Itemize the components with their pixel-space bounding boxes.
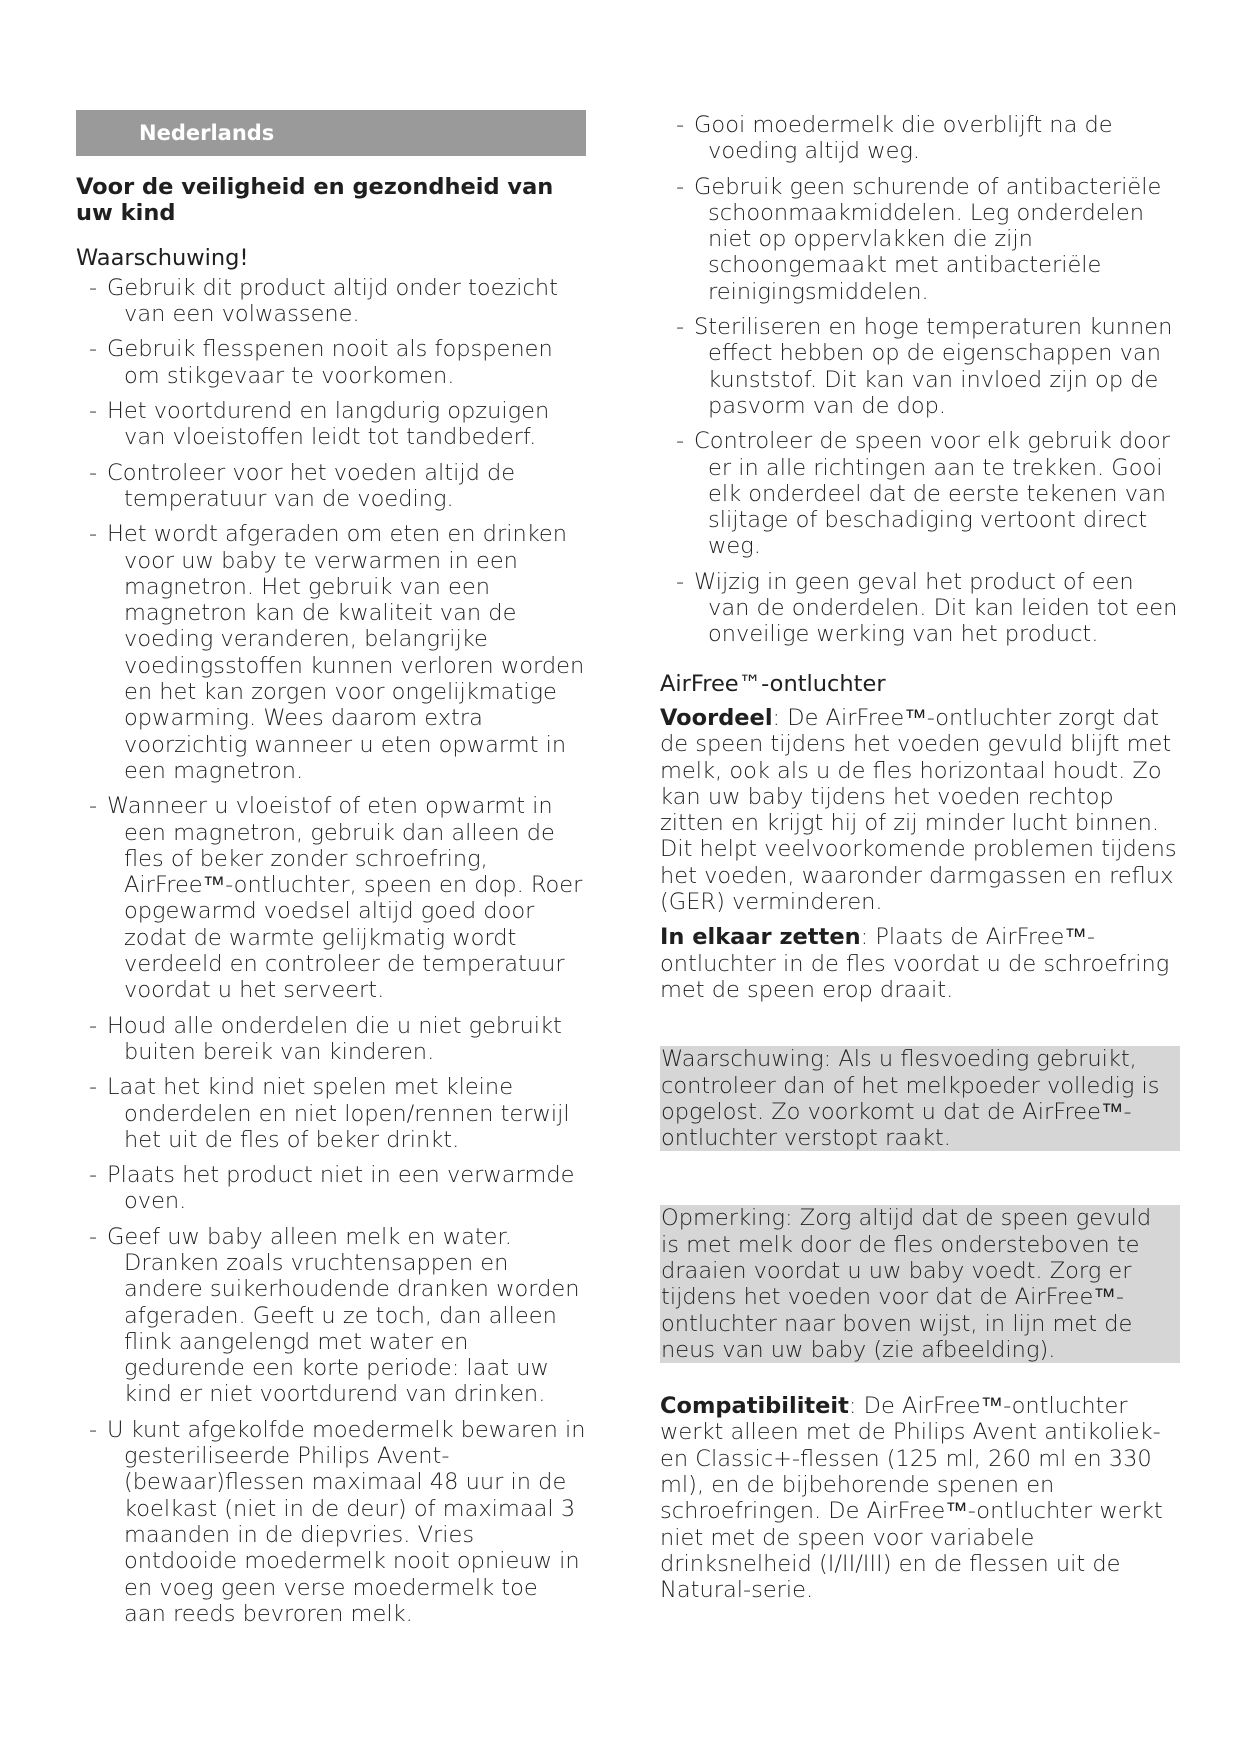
list-item: - Gooi moedermelk die overblijft na de voeding altijd weg. — [660, 112, 1180, 165]
warning-list-continued — [660, 112, 1180, 648]
list-item: - Geef uw baby alleen melk en water. Dranken zoals vruchtensappen en andere suikerhoudende dranken worden afgeraden. Geeft u ze toch, dan alleen flink aangelengd met water en gedurende een korte periode: laat uw kind er niet voortdurend van drinken. — [76, 1224, 586, 1408]
list-item: - Houd alle onderdelen die u niet gebruikt buiten bereik van kinderen. — [76, 1013, 586, 1066]
right-column — [660, 112, 1180, 1613]
list-item: - Gebruik dit product altijd onder toezicht van een volwassene. — [76, 275, 586, 328]
warning-list — [76, 275, 586, 1627]
compatibility-paragraph — [660, 1393, 1180, 1603]
list-item: - Wijzig in geen geval het product of een van de onderdelen. Dit kan leiden tot een onveilige werking van het product. — [660, 569, 1180, 648]
compatibility-label: Compatibiliteit — [660, 1393, 849, 1420]
airfree-heading: AirFree™-ontluchter — [660, 670, 886, 697]
safety-heading: Voor de veiligheid en gezondheid van uw kind — [76, 174, 554, 227]
list-item: - Gebruik geen schurende of antibacteriële schoonmaakmiddelen. Leg onderdelen niet op oppervlakken die zijn schoongemaakt met antibacteriële reinigingsmiddelen. — [660, 174, 1180, 305]
list-item: - Steriliseren en hoge temperaturen kunnen effect hebben op de eigenschappen van kunststof. Dit kan van invloed zijn op de pasvorm van de dop. — [660, 314, 1180, 419]
list-item: - Wanneer u vloeistof of eten opwarmt in een magnetron, gebruik dan alleen de fles of beker zonder schroefring, AirFree™-ontluchter, speen en dop. Roer opgewarmd voedsel altijd goed door zodat de warmte gelijkmatig wordt verdeeld en controleer de temperatuur voordat u het serveert. — [76, 793, 586, 1003]
benefit-paragraph — [660, 705, 1180, 915]
benefit-text: : De AirFree™-ontluchter zorgt dat de speen tijdens het voeden gevuld blijft met melk, ook als u de fles horizontaal houdt. Zo kan uw baby tijdens het voeden rechtop zitten en krijgt hij of zij minder lucht binnen. Dit helpt veelvoorkomende problemen tijdens het voeden, waaronder darmgassen en reflux (GER) verminderen. — [660, 704, 1177, 916]
left-column — [76, 110, 586, 1636]
list-item: - Laat het kind niet spelen met kleine onderdelen en niet lopen/rennen terwijl het uit de fles of beker drinkt. — [76, 1074, 586, 1153]
warning-box: Waarschuwing: Als u flesvoeding gebruikt, controleer dan of het melkpoeder volledig is opgelost. Zo voorkomt u dat de AirFree™-ontluchter verstopt raakt. — [660, 1046, 1180, 1151]
assembly-label: In elkaar zetten — [660, 924, 861, 951]
benefit-label: Voordeel — [660, 704, 773, 731]
list-item: - Controleer voor het voeden altijd de temperatuur van de voeding. — [76, 460, 586, 513]
list-item: - U kunt afgekolfde moedermelk bewaren in gesteriliseerde Philips Avent-(bewaar)flessen maximaal 48 uur in de koelkast (niet in de deur) of maximaal 3 maanden in de diepvries. Vries ontdooide moedermelk nooit opnieuw in en voeg geen verse moedermelk toe aan reeds bevroren melk. — [76, 1417, 586, 1627]
list-item: - Controleer de speen voor elk gebruik door er in alle richtingen aan te trekken. Gooi elk onderdeel dat de eerste tekenen van slijtage of beschadiging vertoont direct weg. — [660, 428, 1180, 559]
list-item: - Het wordt afgeraden om eten en drinken voor uw baby te verwarmen in een magnetron. Het gebruik van een magnetron kan de kwaliteit van de voeding veranderen, belangrijke voedingsstoffen kunnen verloren worden en het kan zorgen voor ongelijkmatige opwarming. Wees daarom extra voorzichtig wanneer u eten opwarmt in een magnetron. — [76, 521, 586, 784]
list-item: - Het voortdurend en langdurig opzuigen van vloeistoffen leidt tot tandbederf. — [76, 398, 586, 451]
list-item: - Plaats het product niet in een verwarmde oven. — [76, 1162, 586, 1215]
assembly-text: : Plaats de AirFree™-ontluchter in de fles voordat u de schroefring met de speen erop draait. — [660, 924, 1170, 1003]
compatibility-text: : De AirFree™-ontluchter werkt alleen met de Philips Avent antikoliek- en Classic+-flessen (125 ml, 260 ml en 330 ml), en de bijbehorende spenen en schroefringen. De AirFree™-ontluchter werkt niet met de speen voor variabele drinksnelheid (I/II/III) en de flessen uit de Natural-serie. — [660, 1393, 1163, 1604]
assembly-paragraph — [660, 924, 1180, 1003]
language-bar: Nederlands — [76, 110, 586, 156]
list-item: - Gebruik flesspenen nooit als fopspenen om stikgevaar te voorkomen. — [76, 336, 586, 389]
warning-heading: Waarschuwing! — [76, 244, 249, 271]
note-box: Opmerking: Zorg altijd dat de speen gevuld is met melk door de fles ondersteboven te draaien voordat u uw baby voedt. Zorg er tijdens het voeden voor dat de AirFree™-ontluchter naar boven wijst, in lijn met de neus van uw baby (zie afbeelding). — [660, 1205, 1180, 1363]
